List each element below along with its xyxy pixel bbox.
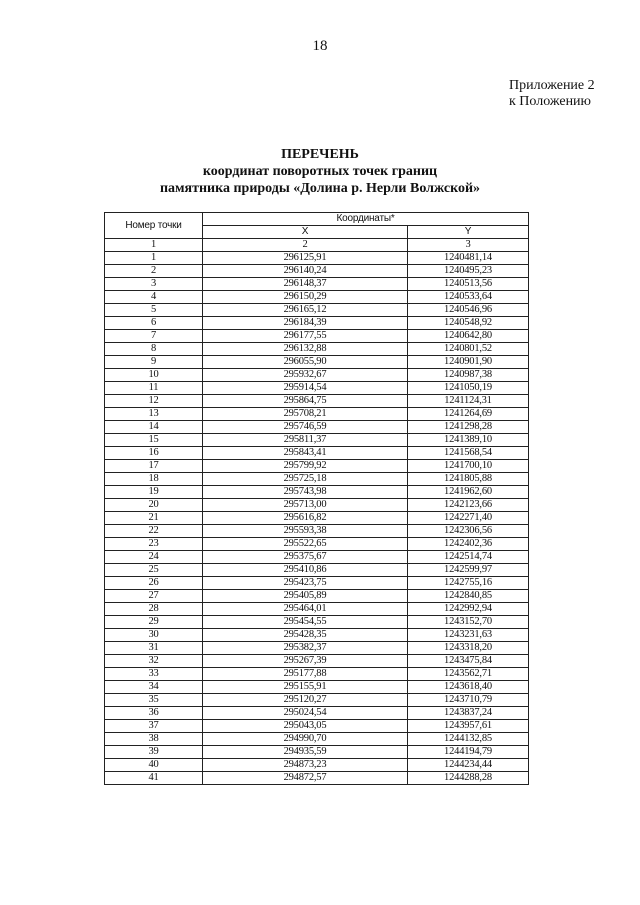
point-number-cell: 5 bbox=[105, 304, 203, 317]
point-number-cell: 37 bbox=[105, 720, 203, 733]
point-number-cell: 3 bbox=[105, 278, 203, 291]
table-row bbox=[105, 356, 529, 369]
title-line-3: памятника природы «Долина р. Нерли Волжской» bbox=[159, 181, 481, 196]
point-number-cell: 16 bbox=[105, 447, 203, 460]
point-number-cell: 38 bbox=[105, 733, 203, 746]
table-row bbox=[105, 603, 529, 616]
document-title bbox=[0, 146, 640, 197]
x-coordinate-cell: 296148,37 bbox=[203, 278, 408, 291]
header-y: Y bbox=[408, 226, 529, 239]
x-coordinate-cell: 295914,54 bbox=[203, 382, 408, 395]
column-number-2: 2 bbox=[203, 239, 408, 252]
title-line-1: ПЕРЕЧЕНЬ bbox=[281, 147, 359, 162]
x-coordinate-cell: 296140,24 bbox=[203, 265, 408, 278]
y-coordinate-cell: 1240495,23 bbox=[408, 265, 529, 278]
point-number-cell: 35 bbox=[105, 694, 203, 707]
table-row bbox=[105, 746, 529, 759]
x-coordinate-cell: 295522,65 bbox=[203, 538, 408, 551]
x-coordinate-cell: 295423,75 bbox=[203, 577, 408, 590]
x-coordinate-cell: 296125,91 bbox=[203, 252, 408, 265]
y-coordinate-cell: 1241389,10 bbox=[408, 434, 529, 447]
column-number-3: 3 bbox=[408, 239, 529, 252]
y-coordinate-cell: 1241805,88 bbox=[408, 473, 529, 486]
point-number-cell: 21 bbox=[105, 512, 203, 525]
point-number-cell: 2 bbox=[105, 265, 203, 278]
table-row bbox=[105, 434, 529, 447]
table-header bbox=[105, 213, 529, 252]
point-number-cell: 9 bbox=[105, 356, 203, 369]
point-number-cell: 15 bbox=[105, 434, 203, 447]
point-number-cell: 25 bbox=[105, 564, 203, 577]
y-coordinate-cell: 1241050,19 bbox=[408, 382, 529, 395]
title-line-2: координат поворотных точек границ bbox=[202, 164, 438, 179]
x-coordinate-cell: 295864,75 bbox=[203, 395, 408, 408]
table-row bbox=[105, 577, 529, 590]
point-number-cell: 30 bbox=[105, 629, 203, 642]
x-coordinate-cell: 295799,92 bbox=[203, 460, 408, 473]
x-coordinate-cell: 295267,39 bbox=[203, 655, 408, 668]
y-coordinate-cell: 1240801,52 bbox=[408, 343, 529, 356]
appendix-reference bbox=[509, 78, 595, 110]
table-row bbox=[105, 421, 529, 434]
appendix-line-1: Приложение 2 bbox=[509, 78, 595, 93]
point-number-cell: 28 bbox=[105, 603, 203, 616]
table-row bbox=[105, 395, 529, 408]
point-number-cell: 31 bbox=[105, 642, 203, 655]
x-coordinate-cell: 295375,67 bbox=[203, 551, 408, 564]
point-number-cell: 13 bbox=[105, 408, 203, 421]
x-coordinate-cell: 296150,29 bbox=[203, 291, 408, 304]
y-coordinate-cell: 1240546,96 bbox=[408, 304, 529, 317]
x-coordinate-cell: 294990,70 bbox=[203, 733, 408, 746]
table-row bbox=[105, 720, 529, 733]
table-row bbox=[105, 655, 529, 668]
y-coordinate-cell: 1241568,54 bbox=[408, 447, 529, 460]
y-coordinate-cell: 1240548,92 bbox=[408, 317, 529, 330]
y-coordinate-cell: 1244234,44 bbox=[408, 759, 529, 772]
y-coordinate-cell: 1240513,56 bbox=[408, 278, 529, 291]
table-row bbox=[105, 707, 529, 720]
point-number-cell: 12 bbox=[105, 395, 203, 408]
point-number-cell: 32 bbox=[105, 655, 203, 668]
x-coordinate-cell: 295616,82 bbox=[203, 512, 408, 525]
table-row bbox=[105, 369, 529, 382]
point-number-cell: 24 bbox=[105, 551, 203, 564]
point-number-cell: 8 bbox=[105, 343, 203, 356]
x-coordinate-cell: 296184,39 bbox=[203, 317, 408, 330]
x-coordinate-cell: 296132,88 bbox=[203, 343, 408, 356]
x-coordinate-cell: 295743,98 bbox=[203, 486, 408, 499]
header-point-number: Номер точки bbox=[105, 213, 203, 239]
table-row bbox=[105, 525, 529, 538]
table-row bbox=[105, 265, 529, 278]
table-row bbox=[105, 291, 529, 304]
y-coordinate-cell: 1243475,84 bbox=[408, 655, 529, 668]
table-row bbox=[105, 382, 529, 395]
y-coordinate-cell: 1244132,85 bbox=[408, 733, 529, 746]
point-number-cell: 19 bbox=[105, 486, 203, 499]
table-row bbox=[105, 408, 529, 421]
x-coordinate-cell: 295177,88 bbox=[203, 668, 408, 681]
point-number-cell: 6 bbox=[105, 317, 203, 330]
x-coordinate-cell: 295725,18 bbox=[203, 473, 408, 486]
y-coordinate-cell: 1243562,71 bbox=[408, 668, 529, 681]
y-coordinate-cell: 1240987,38 bbox=[408, 369, 529, 382]
point-number-cell: 34 bbox=[105, 681, 203, 694]
y-coordinate-cell: 1240901,90 bbox=[408, 356, 529, 369]
point-number-cell: 23 bbox=[105, 538, 203, 551]
table-row bbox=[105, 772, 529, 785]
x-coordinate-cell: 295708,21 bbox=[203, 408, 408, 421]
x-coordinate-cell: 295593,38 bbox=[203, 525, 408, 538]
appendix-line-2: к Положению bbox=[509, 94, 592, 109]
table-row bbox=[105, 668, 529, 681]
point-number-cell: 27 bbox=[105, 590, 203, 603]
table-body bbox=[105, 252, 529, 785]
y-coordinate-cell: 1242840,85 bbox=[408, 590, 529, 603]
y-coordinate-cell: 1243318,20 bbox=[408, 642, 529, 655]
x-coordinate-cell: 295043,05 bbox=[203, 720, 408, 733]
point-number-cell: 10 bbox=[105, 369, 203, 382]
x-coordinate-cell: 295382,37 bbox=[203, 642, 408, 655]
table-row bbox=[105, 499, 529, 512]
y-coordinate-cell: 1242402,36 bbox=[408, 538, 529, 551]
header-x: X bbox=[203, 226, 408, 239]
point-number-cell: 40 bbox=[105, 759, 203, 772]
table-row bbox=[105, 447, 529, 460]
table-row bbox=[105, 681, 529, 694]
x-coordinate-cell: 295746,59 bbox=[203, 421, 408, 434]
point-number-cell: 33 bbox=[105, 668, 203, 681]
y-coordinate-cell: 1242755,16 bbox=[408, 577, 529, 590]
point-number-cell: 20 bbox=[105, 499, 203, 512]
x-coordinate-cell: 295405,89 bbox=[203, 590, 408, 603]
y-coordinate-cell: 1242992,94 bbox=[408, 603, 529, 616]
x-coordinate-cell: 295024,54 bbox=[203, 707, 408, 720]
x-coordinate-cell: 295428,35 bbox=[203, 629, 408, 642]
y-coordinate-cell: 1241700,10 bbox=[408, 460, 529, 473]
table-row bbox=[105, 317, 529, 330]
point-number-cell: 36 bbox=[105, 707, 203, 720]
x-coordinate-cell: 294873,23 bbox=[203, 759, 408, 772]
y-coordinate-cell: 1244288,28 bbox=[408, 772, 529, 785]
table-row bbox=[105, 616, 529, 629]
y-coordinate-cell: 1242514,74 bbox=[408, 551, 529, 564]
point-number-cell: 18 bbox=[105, 473, 203, 486]
x-coordinate-cell: 295843,41 bbox=[203, 447, 408, 460]
x-coordinate-cell: 295713,00 bbox=[203, 499, 408, 512]
table-row bbox=[105, 460, 529, 473]
table-row bbox=[105, 512, 529, 525]
x-coordinate-cell: 295155,91 bbox=[203, 681, 408, 694]
coordinates-table bbox=[104, 212, 529, 785]
x-coordinate-cell: 295454,55 bbox=[203, 616, 408, 629]
x-coordinate-cell: 296055,90 bbox=[203, 356, 408, 369]
table-row bbox=[105, 733, 529, 746]
y-coordinate-cell: 1240642,80 bbox=[408, 330, 529, 343]
table-row bbox=[105, 473, 529, 486]
point-number-cell: 17 bbox=[105, 460, 203, 473]
y-coordinate-cell: 1241298,28 bbox=[408, 421, 529, 434]
page-number: 18 bbox=[312, 38, 328, 54]
table-row bbox=[105, 330, 529, 343]
x-coordinate-cell: 296177,55 bbox=[203, 330, 408, 343]
point-number-cell: 14 bbox=[105, 421, 203, 434]
table-row bbox=[105, 486, 529, 499]
y-coordinate-cell: 1243152,70 bbox=[408, 616, 529, 629]
point-number-cell: 7 bbox=[105, 330, 203, 343]
point-number-cell: 39 bbox=[105, 746, 203, 759]
y-coordinate-cell: 1244194,79 bbox=[408, 746, 529, 759]
point-number-cell: 29 bbox=[105, 616, 203, 629]
point-number-cell: 41 bbox=[105, 772, 203, 785]
x-coordinate-cell: 295464,01 bbox=[203, 603, 408, 616]
table-row bbox=[105, 304, 529, 317]
table-row bbox=[105, 629, 529, 642]
table-row bbox=[105, 538, 529, 551]
y-coordinate-cell: 1243837,24 bbox=[408, 707, 529, 720]
y-coordinate-cell: 1242306,56 bbox=[408, 525, 529, 538]
y-coordinate-cell: 1241962,60 bbox=[408, 486, 529, 499]
y-coordinate-cell: 1240481,14 bbox=[408, 252, 529, 265]
y-coordinate-cell: 1243231,63 bbox=[408, 629, 529, 642]
point-number-cell: 26 bbox=[105, 577, 203, 590]
x-coordinate-cell: 295410,86 bbox=[203, 564, 408, 577]
point-number-cell: 11 bbox=[105, 382, 203, 395]
table-row bbox=[105, 642, 529, 655]
x-coordinate-cell: 295811,37 bbox=[203, 434, 408, 447]
y-coordinate-cell: 1242123,66 bbox=[408, 499, 529, 512]
table-row bbox=[105, 590, 529, 603]
x-coordinate-cell: 295120,27 bbox=[203, 694, 408, 707]
table-row bbox=[105, 278, 529, 291]
header-coordinates: Координаты* bbox=[203, 213, 529, 226]
table-row bbox=[105, 252, 529, 265]
y-coordinate-cell: 1243957,61 bbox=[408, 720, 529, 733]
point-number-cell: 1 bbox=[105, 252, 203, 265]
point-number-cell: 22 bbox=[105, 525, 203, 538]
table-row bbox=[105, 759, 529, 772]
table-row bbox=[105, 551, 529, 564]
y-coordinate-cell: 1242599,97 bbox=[408, 564, 529, 577]
column-number-1: 1 bbox=[105, 239, 203, 252]
table-row bbox=[105, 564, 529, 577]
table-row bbox=[105, 694, 529, 707]
y-coordinate-cell: 1243710,79 bbox=[408, 694, 529, 707]
x-coordinate-cell: 294935,59 bbox=[203, 746, 408, 759]
y-coordinate-cell: 1240533,64 bbox=[408, 291, 529, 304]
y-coordinate-cell: 1242271,40 bbox=[408, 512, 529, 525]
x-coordinate-cell: 295932,67 bbox=[203, 369, 408, 382]
y-coordinate-cell: 1241264,69 bbox=[408, 408, 529, 421]
table-row bbox=[105, 343, 529, 356]
y-coordinate-cell: 1241124,31 bbox=[408, 395, 529, 408]
x-coordinate-cell: 296165,12 bbox=[203, 304, 408, 317]
x-coordinate-cell: 294872,57 bbox=[203, 772, 408, 785]
y-coordinate-cell: 1243618,40 bbox=[408, 681, 529, 694]
point-number-cell: 4 bbox=[105, 291, 203, 304]
